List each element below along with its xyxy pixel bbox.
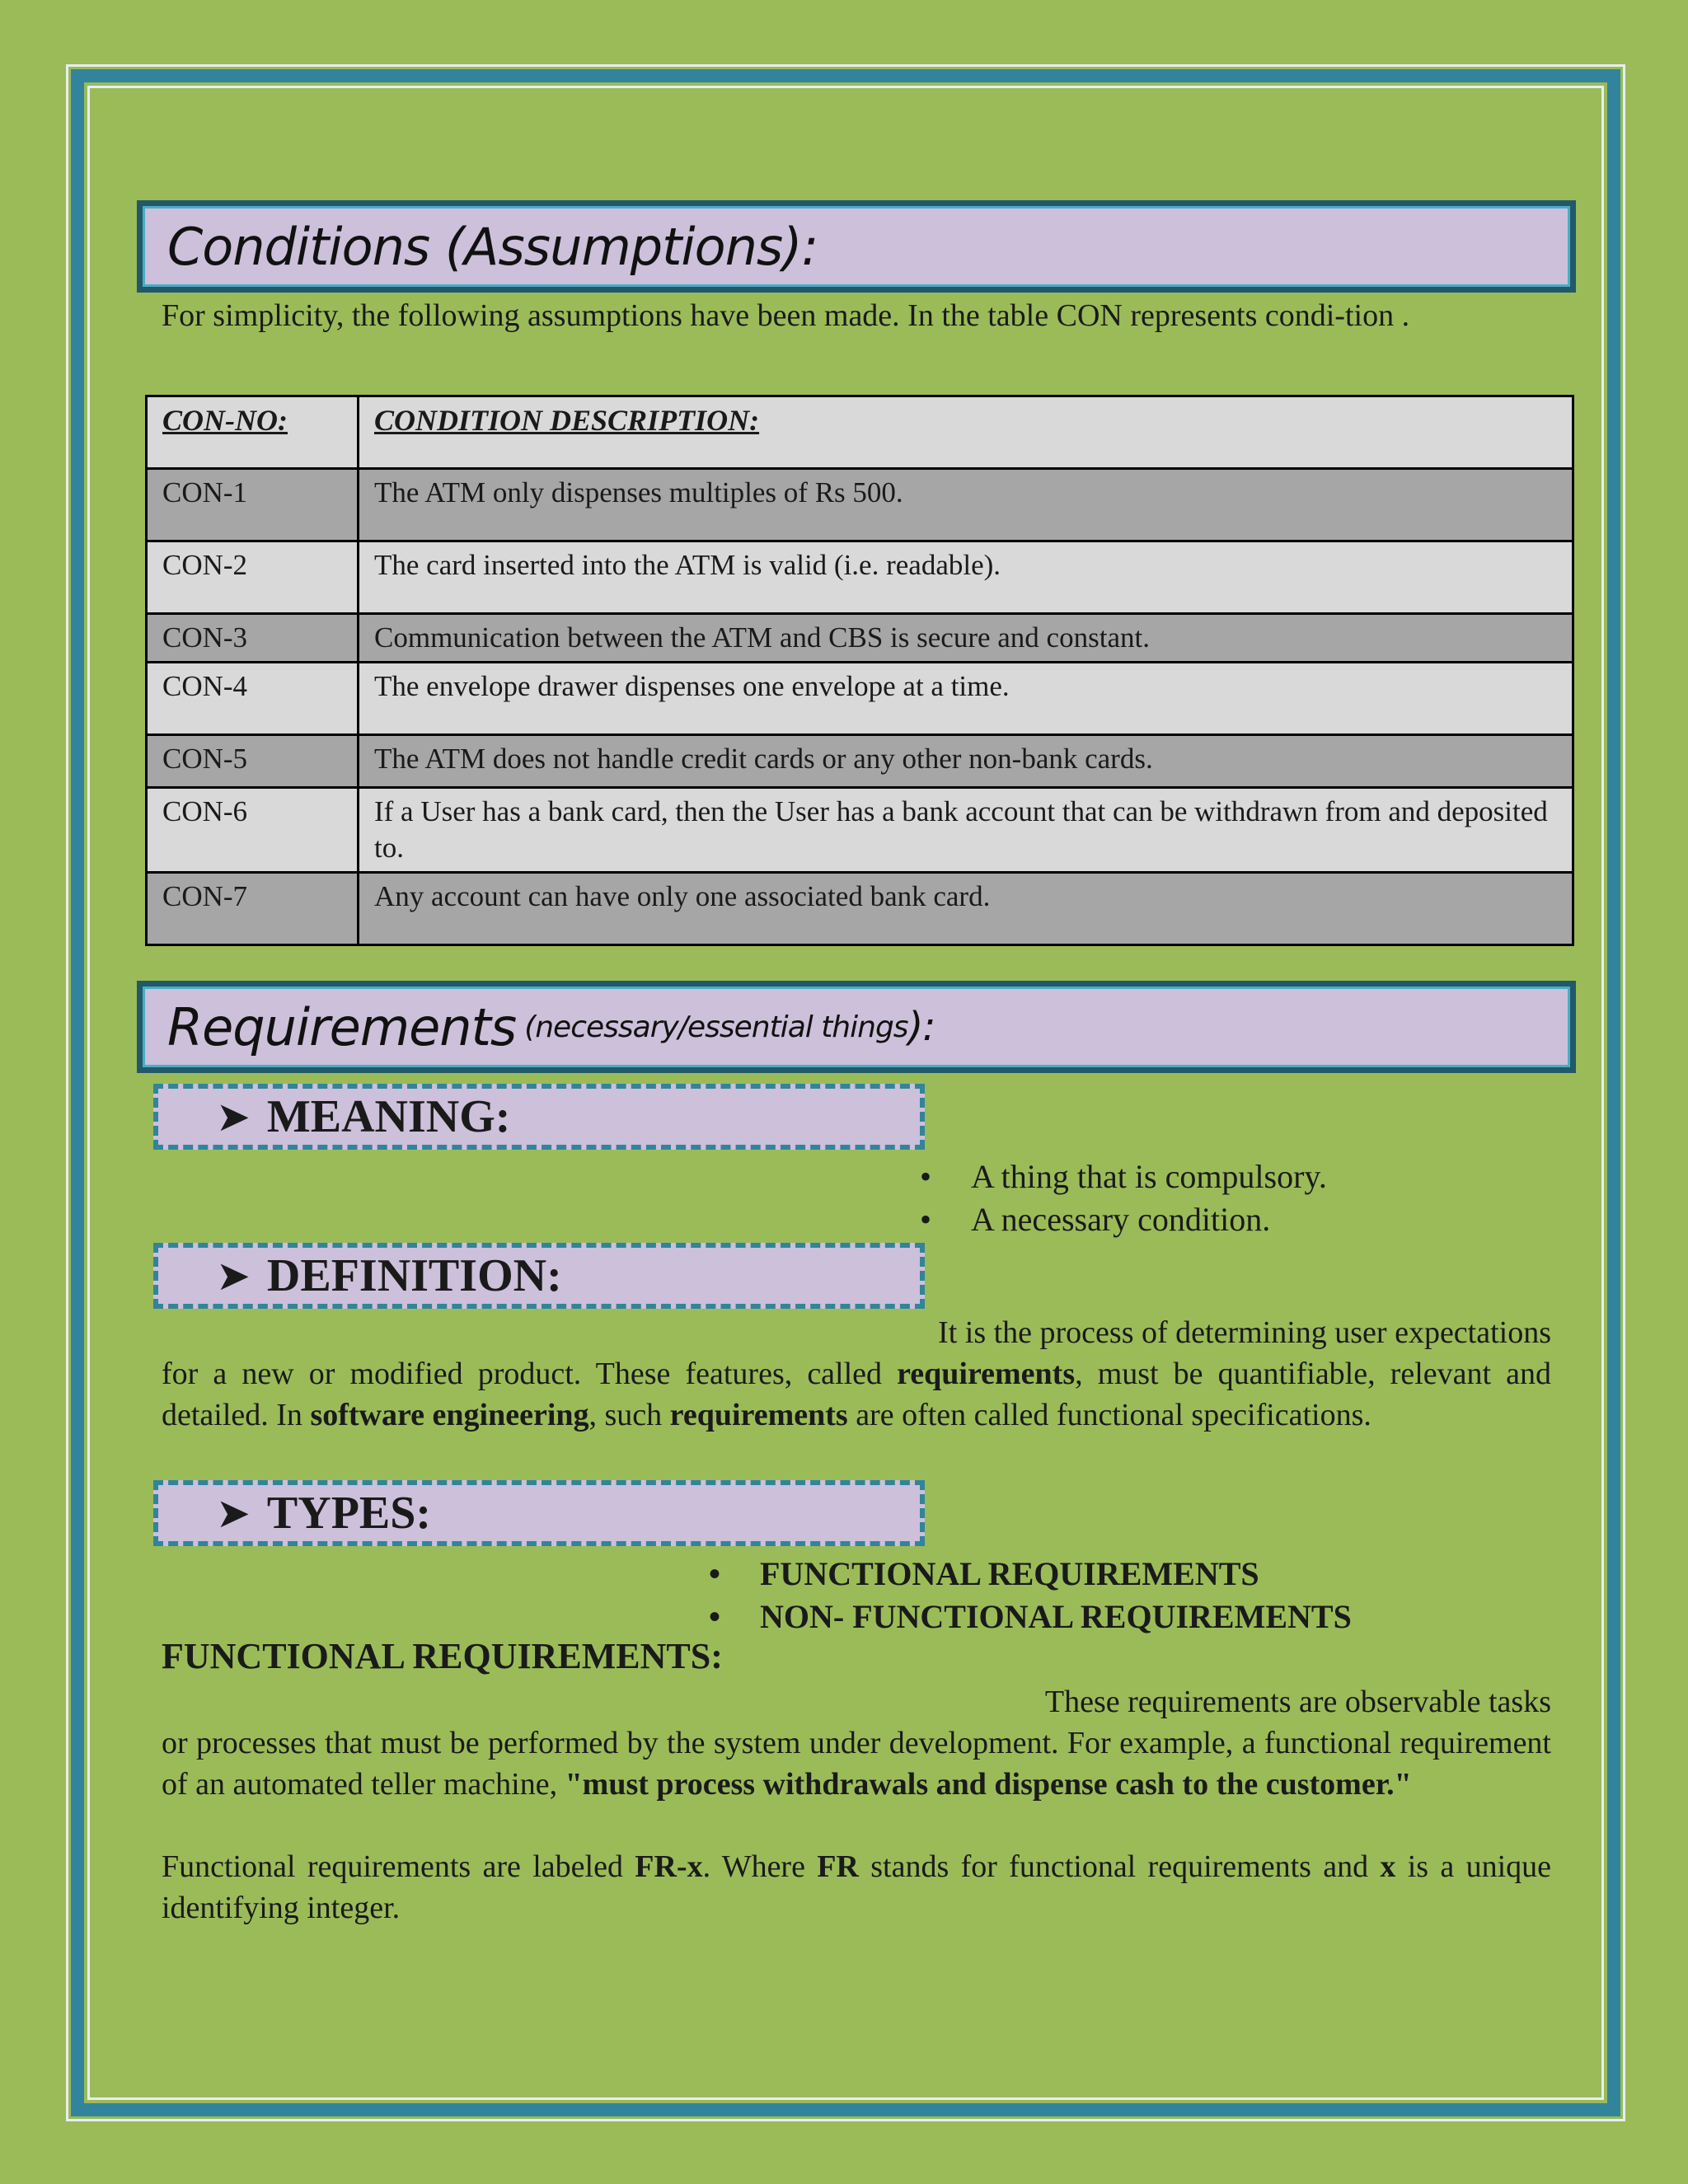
functional-text-part: or processes that must be performed by the system under development. For example, a functional requirement of an automated teller machine,	[162, 1726, 1551, 1802]
list-item: • FUNCTIONAL REQUIREMENTS	[709, 1553, 1352, 1596]
arrow-bullet-icon: ➤	[216, 1093, 251, 1141]
arrow-bullet-icon: ➤	[216, 1252, 251, 1300]
table-row	[147, 873, 1573, 945]
definition-text	[162, 1353, 1551, 1436]
table-row	[147, 663, 1573, 735]
requirements-title: Requirements	[167, 996, 517, 1057]
functional-quote: "must process withdrawals and dispense cash to the customer."	[565, 1767, 1412, 1802]
list-item: • NON- FUNCTIONAL REQUIREMENTS	[709, 1596, 1352, 1638]
functional-bold-term: FR-x	[635, 1849, 703, 1884]
con-desc-cell: The card inserted into the ATM is valid (i.e. readable).	[359, 541, 1573, 614]
meaning-list	[920, 1155, 1327, 1241]
table-row	[147, 541, 1573, 614]
functional-text-part: stands for functional requirements and	[858, 1849, 1381, 1884]
con-no-cell: CON-6	[147, 788, 359, 873]
definition-line1: It is the process of determining user expectations	[938, 1315, 1551, 1350]
functional-text-part: Functional requirements are labeled	[162, 1849, 635, 1884]
meaning-label: MEANING:	[266, 1091, 511, 1142]
arrow-bullet-icon: ➤	[216, 1489, 251, 1537]
types-label: TYPES:	[266, 1488, 432, 1539]
requirements-header	[137, 981, 1576, 1073]
requirements-subtitle: (necessary/essential things	[524, 1010, 908, 1044]
requirements-title-end: ):	[907, 1004, 935, 1050]
con-desc-cell: Any account can have only one associated bank card.	[359, 873, 1573, 945]
types-box	[153, 1480, 925, 1546]
functional-bold-term: FR	[817, 1849, 859, 1884]
table-row	[147, 735, 1573, 788]
con-desc-cell: The ATM does not handle credit cards or any other non-bank cards.	[359, 735, 1573, 788]
definition-bold-term: requirements	[897, 1357, 1076, 1391]
definition-label: DEFINITION:	[266, 1250, 562, 1301]
conditions-title: Conditions (Assumptions):	[167, 216, 818, 277]
definition-text-part: for a new or modified product. These features, called	[162, 1357, 898, 1391]
definition-text-part: , must be quantifiable, relevant and detailed. In	[162, 1357, 1551, 1432]
conditions-table	[145, 395, 1574, 946]
con-no-cell: CON-1	[147, 469, 359, 541]
definition-bold-term: requirements	[669, 1398, 848, 1432]
functional-heading: FUNCTIONAL REQUIREMENTS:	[162, 1636, 723, 1676]
con-desc-cell: Communication between the ATM and CBS is secure and constant.	[359, 614, 1573, 663]
table-row	[147, 469, 1573, 541]
table-header-row	[147, 396, 1573, 469]
con-desc-cell: The envelope drawer dispenses one envelope at a time.	[359, 663, 1573, 735]
table-row	[147, 788, 1573, 873]
con-desc-cell: If a User has a bank card, then the User has a bank account that can be withdrawn from and deposited to.	[359, 788, 1573, 873]
functional-text	[162, 1722, 1551, 1805]
definition-text-part: are often called functional specifications.	[847, 1398, 1372, 1432]
meaning-box	[153, 1084, 925, 1150]
conditions-intro: For simplicity, the following assumptions have been made. In the table CON represents condi-tion .	[162, 298, 1410, 333]
functional-bold-term: x	[1380, 1849, 1396, 1884]
con-no-cell: CON-2	[147, 541, 359, 614]
functional-label-text	[162, 1846, 1551, 1929]
types-list	[709, 1553, 1352, 1638]
list-item: • A necessary condition.	[920, 1198, 1327, 1241]
table-row	[147, 614, 1573, 663]
definition-text-part: , such	[588, 1398, 670, 1432]
con-no-cell: CON-4	[147, 663, 359, 735]
con-no-cell: CON-5	[147, 735, 359, 788]
con-no-cell: CON-3	[147, 614, 359, 663]
con-desc-cell: The ATM only dispenses multiples of Rs 500.	[359, 469, 1573, 541]
definition-box	[153, 1243, 925, 1309]
functional-text-part: . Where	[702, 1849, 818, 1884]
definition-bold-term: software engineering	[310, 1398, 589, 1432]
conditions-header	[137, 200, 1576, 293]
con-no-cell: CON-7	[147, 873, 359, 945]
header-con-no: CON-NO:	[147, 396, 359, 469]
functional-line1: These requirements are observable tasks	[1044, 1685, 1551, 1719]
list-item: • A thing that is compulsory.	[920, 1155, 1327, 1198]
header-condition-description: CONDITION DESCRIPTION:	[359, 396, 1573, 469]
functional-text-part: is a unique identifying integer.	[162, 1849, 1551, 1925]
